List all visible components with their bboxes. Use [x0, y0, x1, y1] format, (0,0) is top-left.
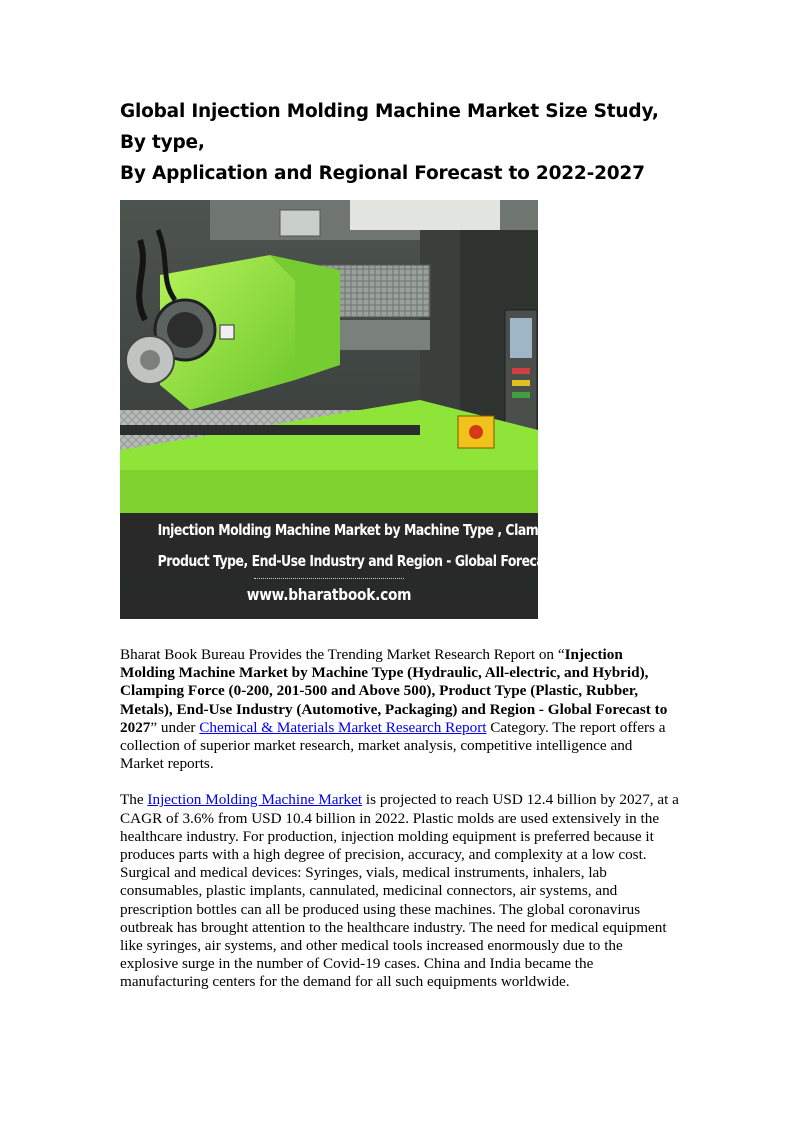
- market-body: is projected to reach USD 12.4 billion by 2027, at a CAGR of 3.6% from USD 10.4 billion in 2022. Plastic molds are used extensively in the healthcare industry. For production, injection molding equipment is preferred because it produces parts with a high degree of precision, accuracy, and complexity at a low cost. Surgical and medical devices: Syringes, vials, medical instruments, inhalers, lab consumables, plastic implants, cannulated, medicinal connectors, air systems, and prescription bottles can all be produced using these machines. The global coronavirus outbreak has brought attention to the healthcare industry. The need for medical equipment like syringes, air systems, and other medical tools increased enormously due to the explosive surge in the number of Covid-19 cases. China and India became the manufacturing centers for the demand for all such equipments worldwide.: [120, 791, 679, 991]
- title-line-1: Global Injection Molding Machine Market Size Study, By type,: [120, 101, 659, 153]
- report-title: Injection Molding Machine Market by Machine Type (Hydraulic, All-electric, and Hybrid), Clamping Force (0-200, 201-500 and Above 500), Product Type (Plastic, Rubber, Metals), End-Use Industry (Automotive, Packaging) and Region - Global Forecast to 2027: [120, 646, 668, 736]
- title-line-2: By Application and Regional Forecast to 2022-2027: [120, 163, 645, 184]
- banner-line-1: Injection Molding Machine Market by Machine Type , Clamping Force,: [157, 521, 612, 539]
- under-text: ” under: [150, 718, 200, 736]
- machine-photo: [120, 200, 612, 619]
- banner-line-2: Product Type, End-Use Industry and Region - Global Forecast to 2027: [157, 552, 611, 570]
- intro-text: Bharat Book Bureau Provides the Trending Market Research Report on “: [120, 646, 565, 663]
- banner-divider: [254, 578, 404, 579]
- document-page: [120, 96, 680, 992]
- category-text: Category. The report offers a collection of superior market research, market analysis, competitive intelligence and Market reports.: [120, 718, 666, 773]
- banner-website: www.bharatbook.com: [246, 585, 412, 604]
- document-title: [120, 96, 680, 189]
- category-link[interactable]: Chemical & Materials Market Research Report: [199, 718, 487, 736]
- intro-paragraph: [120, 646, 680, 773]
- image-caption-banner: [120, 513, 612, 619]
- market-link[interactable]: Injection Molding Machine Market: [147, 791, 363, 809]
- market-paragraph: [120, 791, 680, 991]
- market-lead: The: [120, 791, 148, 809]
